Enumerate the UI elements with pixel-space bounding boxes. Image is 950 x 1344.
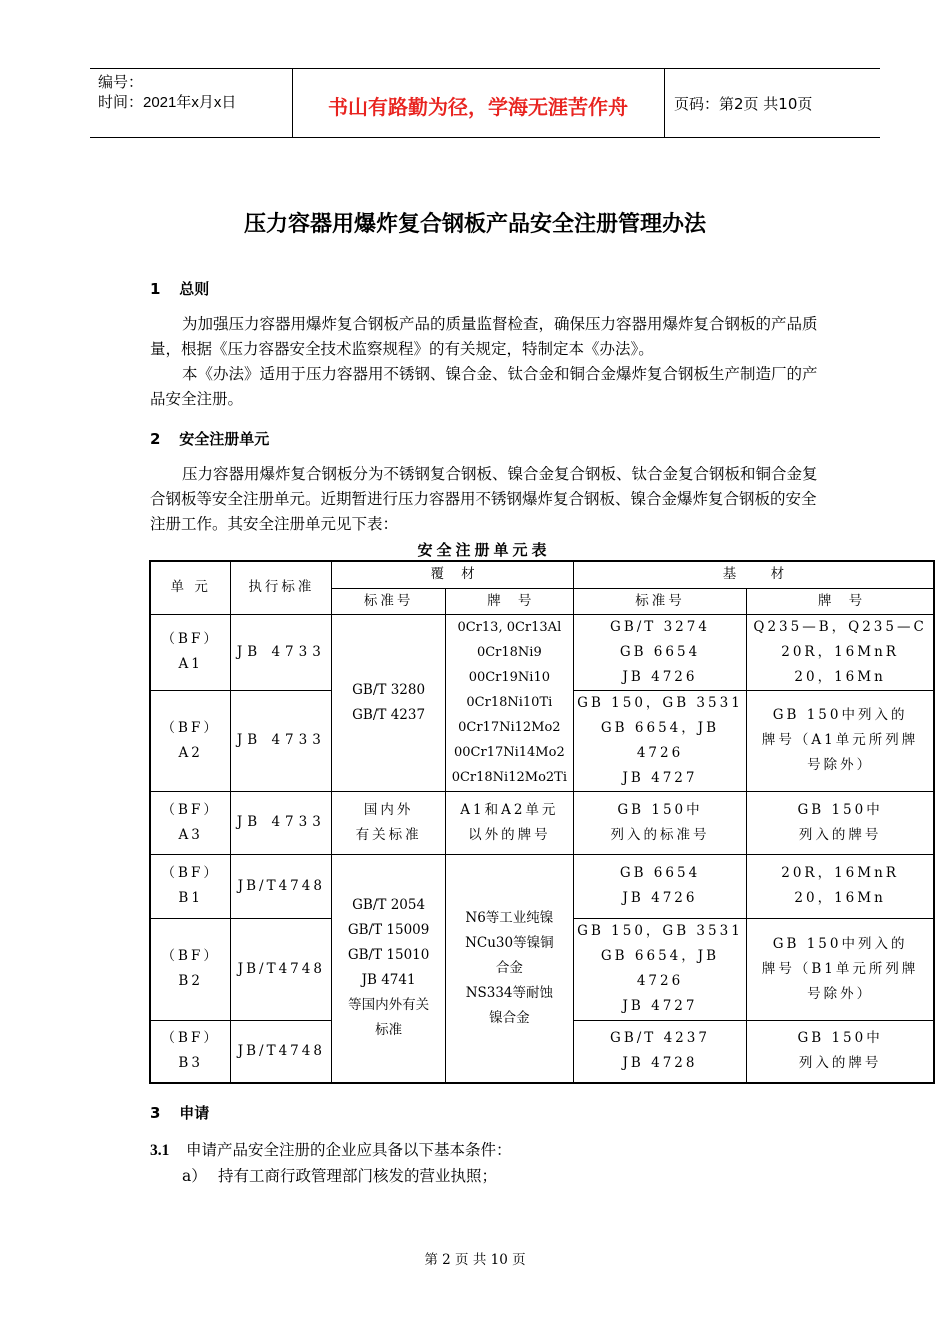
base-std-cell <box>573 854 746 918</box>
base-std-line: GB 6654 <box>619 643 701 660</box>
exec-standard-cell: JB/T4748 <box>231 918 332 1020</box>
base-std-line: JB 4727 <box>622 998 698 1014</box>
section-1-heading <box>150 278 209 299</box>
base-std-line: JB 4726 <box>622 668 698 685</box>
base-grade-line: GB 150中 <box>797 1030 883 1047</box>
base-grade-cell <box>747 918 934 1020</box>
base-std-cell <box>573 791 746 854</box>
time-label: 时间：2021年x月x日 <box>98 94 237 111</box>
table-title: 安全注册单元表 <box>417 541 551 559</box>
exec-standard-cell: JB 4733 <box>231 614 332 690</box>
section-number: 1 <box>150 280 161 298</box>
table-row <box>150 854 934 918</box>
document-title: 压力容器用爆炸复合钢板产品安全注册管理办法 <box>243 212 706 237</box>
base-grade-line: 20R，16MnR <box>781 643 899 660</box>
page-label: 页码：第2页 共10页 <box>674 95 813 113</box>
clad-grade-line: 0Cr18Ni9 <box>476 645 542 660</box>
exec-standard-cell: JB/T4748 <box>231 1020 332 1083</box>
unit-code-prefix: （BF） <box>161 948 220 964</box>
unit-code: A1 <box>178 656 203 672</box>
section-title: 总则 <box>179 280 210 298</box>
section-number: 2 <box>150 430 161 448</box>
header-base: 基 材 <box>573 561 934 588</box>
base-std-line: 4726 <box>636 973 684 989</box>
header-page-cell <box>664 69 880 137</box>
base-std-line: GB 150中 <box>617 801 703 818</box>
header-base-grade: 牌 号 <box>747 588 934 614</box>
base-std-line: GB/T 4237 <box>610 1030 710 1047</box>
section-3-heading <box>150 1102 209 1123</box>
base-std-cell <box>573 1020 746 1083</box>
header-clad-grade: 牌 号 <box>445 588 573 614</box>
base-grade-line: 列入的牌号 <box>798 1055 882 1072</box>
paragraph-1: 为加强压力容器用爆炸复合钢板产品的质量监督检查，确保压力容器用爆炸复合钢板的产品质量，根据《压力容器安全技术监察规程》的有关规定，特制定本《办法》。 <box>150 315 818 358</box>
clad-std-line: GB/T 3280 <box>352 681 426 698</box>
clad-std-line: GB/T 15009 <box>347 922 430 939</box>
clad-std-line: 有关标准 <box>355 826 422 843</box>
section-number: 3 <box>150 1104 161 1122</box>
base-std-line: GB 150，GB 3531 <box>577 923 743 939</box>
base-grade-line: 列入的牌号 <box>798 826 882 843</box>
base-std-line: 列入的标准号 <box>610 826 710 843</box>
unit-cell <box>150 918 231 1020</box>
unit-code-prefix: （BF） <box>161 719 220 736</box>
clad-grade-cell <box>445 791 573 854</box>
section-title: 安全注册单元 <box>179 430 270 448</box>
base-grade-cell <box>747 690 934 791</box>
clad-std-cell <box>332 614 446 791</box>
unit-code: B1 <box>178 890 203 906</box>
clad-std-line: 国内外 <box>363 801 414 818</box>
base-std-line: JB 4727 <box>622 769 698 786</box>
clause-text: 申请产品安全注册的企业应具备以下基本条件： <box>186 1141 512 1159</box>
page-header <box>90 68 880 138</box>
exec-standard-cell: JB 4733 <box>231 791 332 854</box>
base-std-cell <box>573 690 746 791</box>
base-grade-cell <box>747 791 934 854</box>
clad-std-cell <box>332 854 446 1083</box>
header-motto-cell <box>292 69 665 137</box>
clad-grade-line: NCu30等镍铜 <box>465 934 554 951</box>
unit-code-prefix: （BF） <box>161 865 220 881</box>
exec-standard-cell: JB 4733 <box>231 690 332 791</box>
base-std-line: GB 6654 <box>619 865 701 881</box>
header-standard: 执行标准 <box>231 561 332 614</box>
header-meta <box>90 69 293 137</box>
base-grade-cell <box>747 1020 934 1083</box>
unit-cell <box>150 854 231 918</box>
clad-grade-line: 镍合金 <box>489 1009 530 1026</box>
section-2-heading <box>150 428 269 449</box>
base-grade-line: GB 150中列入的 <box>772 707 908 723</box>
clause-item-a <box>182 1164 497 1186</box>
unit-code-prefix: （BF） <box>161 1030 220 1047</box>
clad-grade-line: 00Cr17Ni14Mo2 <box>453 745 565 760</box>
clad-std-line: JB 4741 <box>361 972 416 989</box>
paragraph-2: 本《办法》适用于压力容器用不锈钢、镍合金、钛合金和铜合金爆炸复合钢板生产制造厂的产品安全注册。 <box>150 365 818 408</box>
clad-std-line: 等国内外有关 <box>348 997 430 1014</box>
exec-standard-cell: JB/T4748 <box>231 854 332 918</box>
clad-grade-line: 00Cr19Ni10 <box>468 670 551 685</box>
base-grade-line: 20，16Mn <box>794 890 886 906</box>
header-base-std: 标准号 <box>573 588 746 614</box>
clad-std-line: GB/T 15010 <box>347 947 430 964</box>
clad-grade-cell <box>445 854 573 1083</box>
page-footer: 第 2 页 共 10 页 <box>424 1252 526 1268</box>
unit-cell <box>150 690 231 791</box>
clause-3-1 <box>150 1138 512 1160</box>
base-grade-line: 牌号（B1单元所列牌 <box>761 960 919 977</box>
header-unit: 单 元 <box>150 561 231 614</box>
number-label: 编号： <box>98 74 144 91</box>
base-grade-line: 号除外） <box>807 985 874 1002</box>
base-std-line: GB 150，GB 3531 <box>577 694 743 711</box>
section-title: 申请 <box>179 1104 210 1122</box>
clad-grade-cell <box>445 614 573 791</box>
clause-number: 3.1 <box>150 1142 170 1159</box>
base-std-cell <box>573 614 746 690</box>
base-grade-cell <box>747 614 934 690</box>
clad-grade-line: 0Cr13, 0Cr13Al <box>457 620 562 635</box>
registration-unit-table <box>149 560 935 1084</box>
clad-grade-line: 以外的牌号 <box>468 826 551 843</box>
base-grade-line: 20，16Mn <box>794 668 886 685</box>
item-marker: a） <box>182 1167 207 1185</box>
base-grade-line: GB 150中列入的 <box>772 935 908 952</box>
clad-grade-line: 0Cr17Ni12Mo2 <box>458 720 561 735</box>
clad-std-cell <box>332 791 446 854</box>
base-grade-line: 20R，16MnR <box>781 865 899 881</box>
unit-code: B3 <box>178 1055 203 1072</box>
item-text: 持有工商行政管理部门核发的营业执照； <box>218 1167 498 1185</box>
base-grade-line: Q235—B，Q235—C <box>753 618 927 635</box>
header-clad: 覆 材 <box>332 561 574 588</box>
base-std-line: GB 6654，JB <box>600 719 720 736</box>
table-header-row <box>150 561 934 588</box>
unit-code-prefix: （BF） <box>161 631 220 647</box>
header-clad-std: 标准号 <box>332 588 446 614</box>
clad-grade-line: 0Cr18Ni12Mo2Ti <box>451 770 567 785</box>
unit-code-prefix: （BF） <box>161 801 220 818</box>
base-std-line: GB/T 3274 <box>610 618 710 635</box>
paragraph-3: 压力容器用爆炸复合钢板分为不锈钢复合钢板、镍合金复合钢板、钛合金复合钢板和铜合金复合钢板等安全注册单元。近期暂进行压力容器用不锈钢爆炸复合钢板、镍合金爆炸复合钢板的安全注册工作。其安全注册单元见下表： <box>150 465 818 533</box>
unit-cell <box>150 791 231 854</box>
unit-cell <box>150 1020 231 1083</box>
base-std-cell <box>573 918 746 1020</box>
unit-code: B2 <box>178 973 203 989</box>
base-grade-line: GB 150中 <box>797 801 883 818</box>
base-grade-line: 号除外） <box>807 757 874 773</box>
clad-grade-line: A1和A2单元 <box>460 801 559 818</box>
unit-code: A3 <box>178 826 203 843</box>
clad-grade-line: 0Cr18Ni10Ti <box>466 695 553 710</box>
motto-text: 书山有路勤为径，学海无涯苦作舟 <box>328 95 628 119</box>
clad-std-line: GB/T 2054 <box>352 897 426 914</box>
base-std-line: GB 6654，JB <box>600 948 720 964</box>
clad-std-line: GB/T 4237 <box>352 706 426 723</box>
base-std-line: 4726 <box>636 744 684 761</box>
clad-grade-line: 合金 <box>495 959 523 976</box>
clad-std-line: 标准 <box>375 1022 403 1039</box>
unit-cell <box>150 614 231 690</box>
base-std-line: JB 4728 <box>622 1055 698 1072</box>
base-std-line: JB 4726 <box>622 890 698 906</box>
table-row <box>150 791 934 854</box>
unit-code: A2 <box>178 744 203 761</box>
base-grade-cell <box>747 854 934 918</box>
clad-grade-line: N6等工业纯镍 <box>465 909 554 926</box>
clad-grade-line: NS334等耐蚀 <box>465 984 554 1001</box>
table-row <box>150 614 934 690</box>
base-grade-line: 牌号（A1单元所列牌 <box>761 732 919 748</box>
